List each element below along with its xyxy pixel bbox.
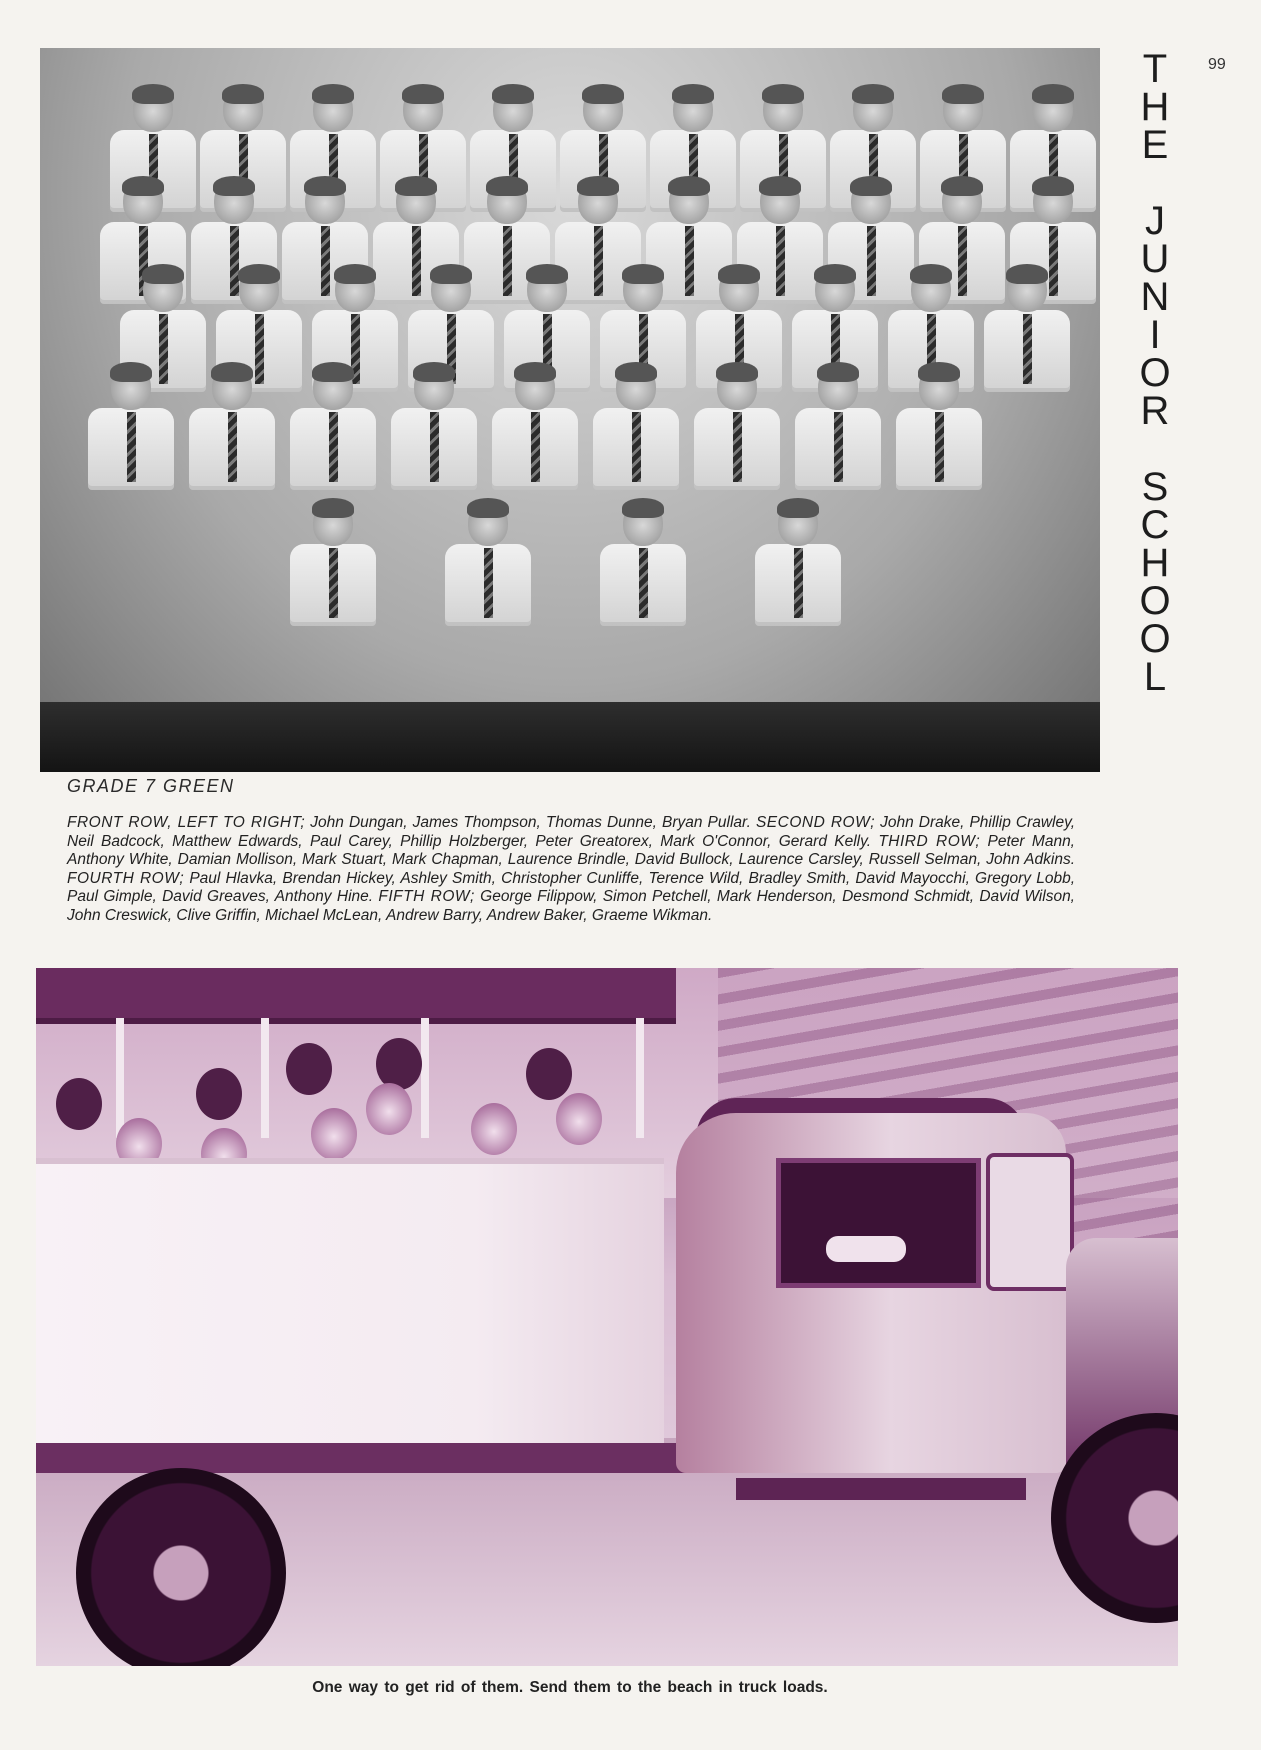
side-heading-word: T H E bbox=[1140, 47, 1170, 167]
student bbox=[600, 500, 686, 630]
row-names: George Filippow, Simon Petchell, Mark Henderson, Desmond Schmidt, David Wilson, John Creswick, Clive Griffin, Michael McLean, Andrew Barry, Andrew Baker, Graeme Wikman. bbox=[67, 888, 1075, 924]
truck-photo-caption: One way to get rid of them. Send them to the beach in truck loads. bbox=[312, 1679, 828, 1696]
student bbox=[694, 364, 780, 494]
side-heading-word: J U N I O R bbox=[1139, 199, 1171, 433]
student bbox=[290, 500, 376, 630]
student bbox=[795, 364, 881, 494]
rear-wheel bbox=[76, 1468, 286, 1666]
row-label: FRONT ROW, LEFT TO RIGHT; bbox=[67, 814, 306, 831]
child bbox=[311, 1108, 357, 1160]
child bbox=[376, 1038, 422, 1090]
row-names: John Dungan, James Thompson, Thomas Dunne, Bryan Pullar. bbox=[305, 814, 756, 831]
photo-floor bbox=[40, 702, 1100, 772]
class-photo-title: GRADE 7 GREEN bbox=[67, 776, 235, 796]
student bbox=[492, 364, 578, 494]
class-photo bbox=[40, 48, 1100, 772]
student bbox=[896, 364, 982, 494]
child bbox=[556, 1093, 602, 1145]
truck-chassis bbox=[36, 1443, 726, 1473]
row-label: SECOND ROW; bbox=[755, 814, 876, 831]
running-board bbox=[736, 1478, 1026, 1500]
row-names: John Drake, Phillip Crawley, Neil Badcock, Matthew Edwards, Paul Carey, Phillip Holzberger, Peter Greatorex, Mark O'Connor, Gerard Kelly. bbox=[67, 814, 1076, 850]
student bbox=[189, 364, 275, 494]
child bbox=[471, 1103, 517, 1155]
driver-arm bbox=[826, 1236, 906, 1262]
row-label: THIRD ROW; bbox=[878, 832, 981, 850]
student bbox=[391, 364, 477, 494]
student bbox=[445, 500, 531, 630]
student bbox=[88, 364, 174, 494]
row-label: FIFTH ROW; bbox=[378, 888, 475, 905]
side-heading bbox=[1130, 47, 1180, 734]
page-number: 99 bbox=[1208, 56, 1226, 73]
truck-canopy bbox=[36, 968, 676, 1024]
student bbox=[984, 266, 1070, 396]
row-label: FOURTH ROW; bbox=[67, 869, 185, 887]
student bbox=[290, 364, 376, 494]
canopy-post bbox=[421, 1018, 429, 1138]
child bbox=[366, 1083, 412, 1135]
student bbox=[593, 364, 679, 494]
canopy-post bbox=[116, 1018, 124, 1138]
side-heading-word: S C H O O L bbox=[1139, 465, 1171, 699]
student bbox=[755, 500, 841, 630]
child bbox=[56, 1078, 102, 1130]
child bbox=[196, 1068, 242, 1120]
row-names: Peter Mann, Anthony White, Damian Mollison, Mark Stuart, Mark Chapman, Laurence Brindle, David Bullock, Laurence Carsley, Russell Selman, John Adkins. bbox=[67, 832, 1075, 868]
canopy-post bbox=[636, 1018, 644, 1138]
cab-window bbox=[776, 1158, 981, 1288]
truck-body bbox=[36, 1158, 664, 1449]
canopy-post bbox=[261, 1018, 269, 1138]
child bbox=[286, 1043, 332, 1095]
class-photo-names bbox=[67, 814, 1075, 925]
child bbox=[526, 1048, 572, 1100]
truck-photo bbox=[36, 968, 1178, 1666]
windshield bbox=[986, 1153, 1074, 1291]
row-names: Paul Hlavka, Brendan Hickey, Ashley Smith, Christopher Cunliffe, Terence Wild, Bradley Smith, David Mayocchi, Gregory Lobb, Paul Gimple, David Greaves, Anthony Hine. bbox=[67, 869, 1075, 905]
